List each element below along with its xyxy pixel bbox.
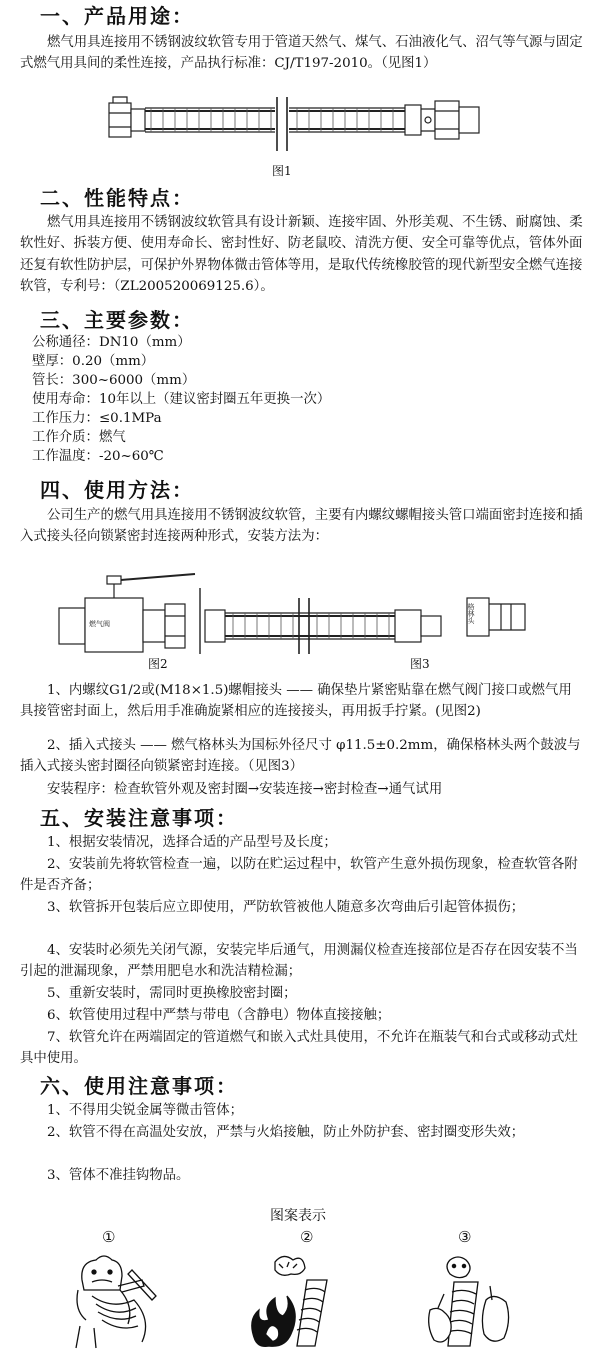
figure1-hose-diagram [105,93,535,155]
figure1-caption: 图1 [272,164,292,178]
illustrations-title: 图案表示 [270,1208,326,1224]
param-line: 工作温度：-20~60℃ [32,449,164,464]
param-line: 壁厚：0.20（mm） [32,354,155,369]
features-text: 燃气用具连接用不锈钢波纹软管具有设计新颖、连接牢固、外形美观、不生锈、耐腐蚀、柔软性好、拆装方便、使用寿命长、密封性好、防老鼠咬、清洗方便、安全可靠等优点，管体外面还复有软性防护层，可保护外界物体微击管体等用，是取代传统橡胶管的现代新型安全燃气连接软管，专利号：（ZL200520069125.6）。 [20,215,583,294]
param-line: 使用寿命：10年以上（建议密封圈五年更换一次） [32,392,331,407]
valve-label: 燃气阀 [89,620,110,628]
plug-label: 格林头 [467,603,475,624]
figure3-caption: 图3 [410,657,430,671]
section-title-install-notes: 五、安装注意事项： [40,806,238,830]
section-title-use-notes: 六、使用注意事项： [40,1074,238,1098]
install-note-item: 6、软管使用过程中严禁与带电（含静电）物体直接接触； [47,1008,391,1023]
param-line: 管长：300~6000（mm） [32,373,196,388]
figure2-caption: 图2 [148,657,168,671]
install-note-item: 4、安装时必须先关闭气源，安装完毕后通气，用测漏仪检查连接部位是否存在因安装不当引起的泄漏现象，严禁用肥皂水和洗洁精检漏； [20,943,578,980]
purpose-text: 燃气用具连接用不锈钢波纹软管专用于管道天然气、煤气、石油液化气、沼气等气源与固定式燃气用具间的柔性连接，产品执行标准：CJ/T197-2010。（见图1） [20,35,583,72]
install-note-item: 7、软管允许在两端固定的管道燃气和嵌入式灶具使用，不允许在瓶装气和台式或移动式灶具中使用。 [20,1030,578,1067]
install-note-item: 5、重新安装时，需同时更换橡胶密封圈； [47,986,297,1001]
illustration-3-hanging-object [420,1250,520,1350]
use-note-item: 2、软管不得在高温处安放，严禁与火焰接触，防止外防护套、密封圈变形失效； [47,1125,525,1140]
usage-step-1: 1、内螺纹G1/2或(M18×1.5)螺帽接头 —— 确保垫片紧密贴靠在燃气阀门接口或燃气用具接管密封面上，然后用手准确旋紧相应的连接接头，再用扳手拧紧。(见图2) [20,683,572,720]
illustration-marker-2: ② [300,1228,314,1246]
section-title-params: 三、主要参数： [40,308,194,332]
use-note-item: 1、不得用尖锐金属等微击管体； [47,1103,243,1118]
illustration-1-sharp-object [72,1250,162,1350]
use-note-item: 3、管体不准挂钩物品。 [47,1168,190,1183]
section-title-purpose: 一、产品用途： [40,4,194,28]
illustration-marker-1: ① [102,1228,116,1246]
param-line: 工作介质：燃气 [32,430,126,445]
section-title-usage: 四、使用方法： [40,478,194,502]
param-line: 工作压力：≤0.1MPa [32,411,162,426]
install-note-item: 2、安装前先将软管检查一遍，以防在贮运过程中，软管产生意外损伤现象，检查软管各附件是否齐备； [20,857,578,894]
usage-procedure: 安装程序：检查软管外观及密封圈→安装连接→密封检查→通气试用 [47,782,443,797]
param-line: 公称通径：DN10（mm） [32,335,191,350]
illustration-marker-3: ③ [458,1228,472,1246]
usage-intro: 公司生产的燃气用具连接用不锈钢波纹软管，主要有内螺纹螺帽接头管口端面密封连接和插入式接头径向锁紧密封连接两种形式，安装方法为： [20,508,583,545]
figure2-3-diagram [55,568,555,656]
usage-step-2: 2、插入式接头 —— 燃气格林头为国标外径尺寸 φ11.5±0.2mm，确保格林头两个鼓波与插入式接头密封圈径向锁紧密封连接。（见图3） [20,738,581,775]
install-note-item: 1、根据安装情况，选择合适的产品型号及长度； [47,835,337,850]
install-note-item: 3、软管拆开包装后应立即使用，严防软管被他人随意多次弯曲后引起管体损伤； [47,900,525,915]
section-title-features: 二、性能特点： [40,186,194,210]
illustration-2-flame [245,1250,345,1350]
